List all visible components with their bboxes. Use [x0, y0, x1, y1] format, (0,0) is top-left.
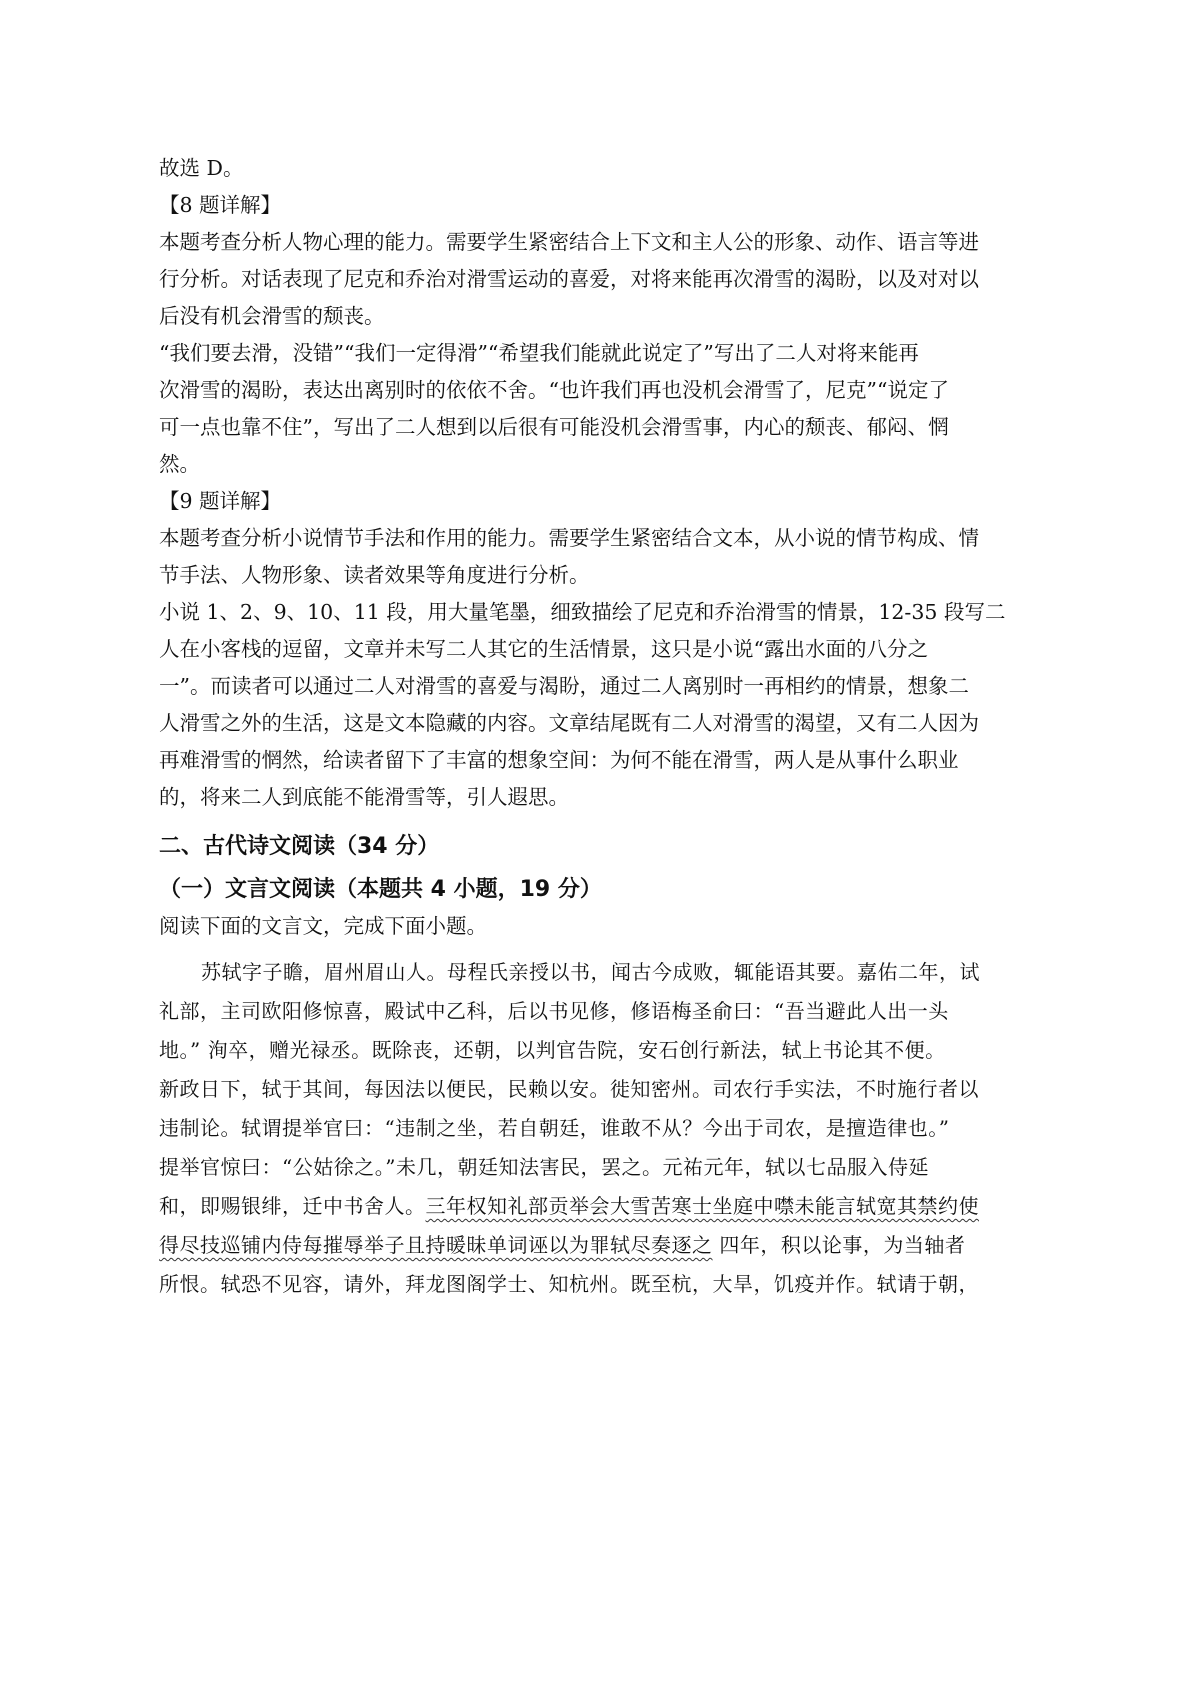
q8-line: 本题考查分析人物心理的能力。需要学生紧密结合上下文和主人公的形象、动作、语言等进 — [159, 230, 979, 254]
q8-line: 行分析。对话表现了尼克和乔治对滑雪运动的喜爱，对将来能再次滑雪的渴盼，以及对对以 — [159, 267, 979, 291]
q9-line: 人在小客栈的逗留，文章并未写二人其它的生活情景，这只是小说“露出水面的八分之 — [159, 637, 928, 661]
passage-line: 所恨。轼恐不见容，请外，拜龙图阁学士、知杭州。既至杭，大旱，饥疫并作。轼请于朝， — [159, 1272, 979, 1296]
q8-line: 后没有机会滑雪的颓丧。 — [159, 304, 385, 328]
answer-line: 故选 D。 — [159, 156, 244, 180]
q8-line: 可一点也靠不住”，写出了二人想到以后很有可能没机会滑雪事，内心的颓丧、郁闷、惘 — [159, 415, 949, 439]
q9-line: 的，将来二人到底能不能滑雪等，引人遐思。 — [159, 785, 569, 809]
q9-heading: 【9 题详解】 — [159, 489, 282, 513]
passage-line — [159, 1226, 1025, 1265]
document-page — [159, 150, 1025, 1304]
classical-chinese-passage — [159, 953, 1025, 1304]
passage-text: 四年，积以论事，为当轴者 — [712, 1233, 966, 1257]
underlined-sentence: 三年权知礼部贡举会大雪苦寒士坐庭中噤未能言轼宽其禁约使 — [425, 1194, 979, 1218]
passage-line — [159, 1187, 1025, 1226]
q8-heading: 【8 题详解】 — [159, 193, 282, 217]
passage-line: 违制论。轼谓提举官曰：“违制之坐，若自朝廷，谁敢不从？今出于司农，是擅造律也。” — [159, 1116, 950, 1140]
passage-line: 提举官惊曰：“公姑徐之。”未几，朝廷知法害民，罢之。元祐元年，轼以七品服入侍延 — [159, 1155, 929, 1179]
q9-line: 再难滑雪的惘然，给读者留下了丰富的想象空间：为何不能在滑雪，两人是从事什么职业 — [159, 748, 959, 772]
passage-line: 新政日下，轼于其间，每因法以便民，民赖以安。徙知密州。司农行手实法，不时施行者以 — [159, 1077, 979, 1101]
q9-line: 小说 1、2、9、10、11 段，用大量笔墨，细致描绘了尼克和乔治滑雪的情景，12-35 段写二 — [159, 600, 1006, 624]
subsection-title: （一）文言文阅读（本题共 4 小题，19 分） — [159, 877, 602, 902]
q8-line: “我们要去滑，没错”“我们一定得滑”“希望我们能就此说定了”写出了二人对将来能再 — [159, 341, 919, 365]
passage-line: 苏轼字子瞻，眉州眉山人。母程氏亲授以书，闻古今成败，辄能语其要。嘉佑二年，试 — [201, 960, 980, 984]
q8-line: 次滑雪的渴盼，表达出离别时的依依不舍。“也许我们再也没机会滑雪了，尼克”“说定了 — [159, 378, 949, 402]
underlined-sentence: 得尽技巡铺内侍每摧辱举子且持暖昧单词诬以为罪轼尽奏逐之 — [159, 1233, 713, 1257]
q9-line: 节手法、人物形象、读者效果等角度进行分析。 — [159, 563, 590, 587]
passage-line: 地。” 洵卒，赠光禄丞。既除丧，还朝，以判官告院，安石创行新法，轼上书论其不便。 — [159, 1038, 946, 1062]
q9-line: 一”。而读者可以通过二人对滑雪的喜爱与渴盼，通过二人离别时一再相约的情景，想象二 — [159, 674, 969, 698]
q9-line: 本题考查分析小说情节手法和作用的能力。需要学生紧密结合文本，从小说的情节构成、情 — [159, 526, 979, 550]
passage-text: 和，即赐银绯，迁中书舍人。 — [159, 1194, 426, 1218]
section-title: 二、古代诗文阅读（34 分） — [159, 834, 440, 859]
reading-instruction: 阅读下面的文言文，完成下面小题。 — [159, 914, 487, 938]
q9-line: 人滑雪之外的生活，这是文本隐藏的内容。文章结尾既有二人对滑雪的渴望，又有二人因为 — [159, 711, 979, 735]
passage-line: 礼部，主司欧阳修惊喜，殿试中乙科，后以书见修，修语梅圣俞曰：“吾当避此人出一头 — [159, 999, 949, 1023]
q8-line: 然。 — [159, 452, 200, 476]
